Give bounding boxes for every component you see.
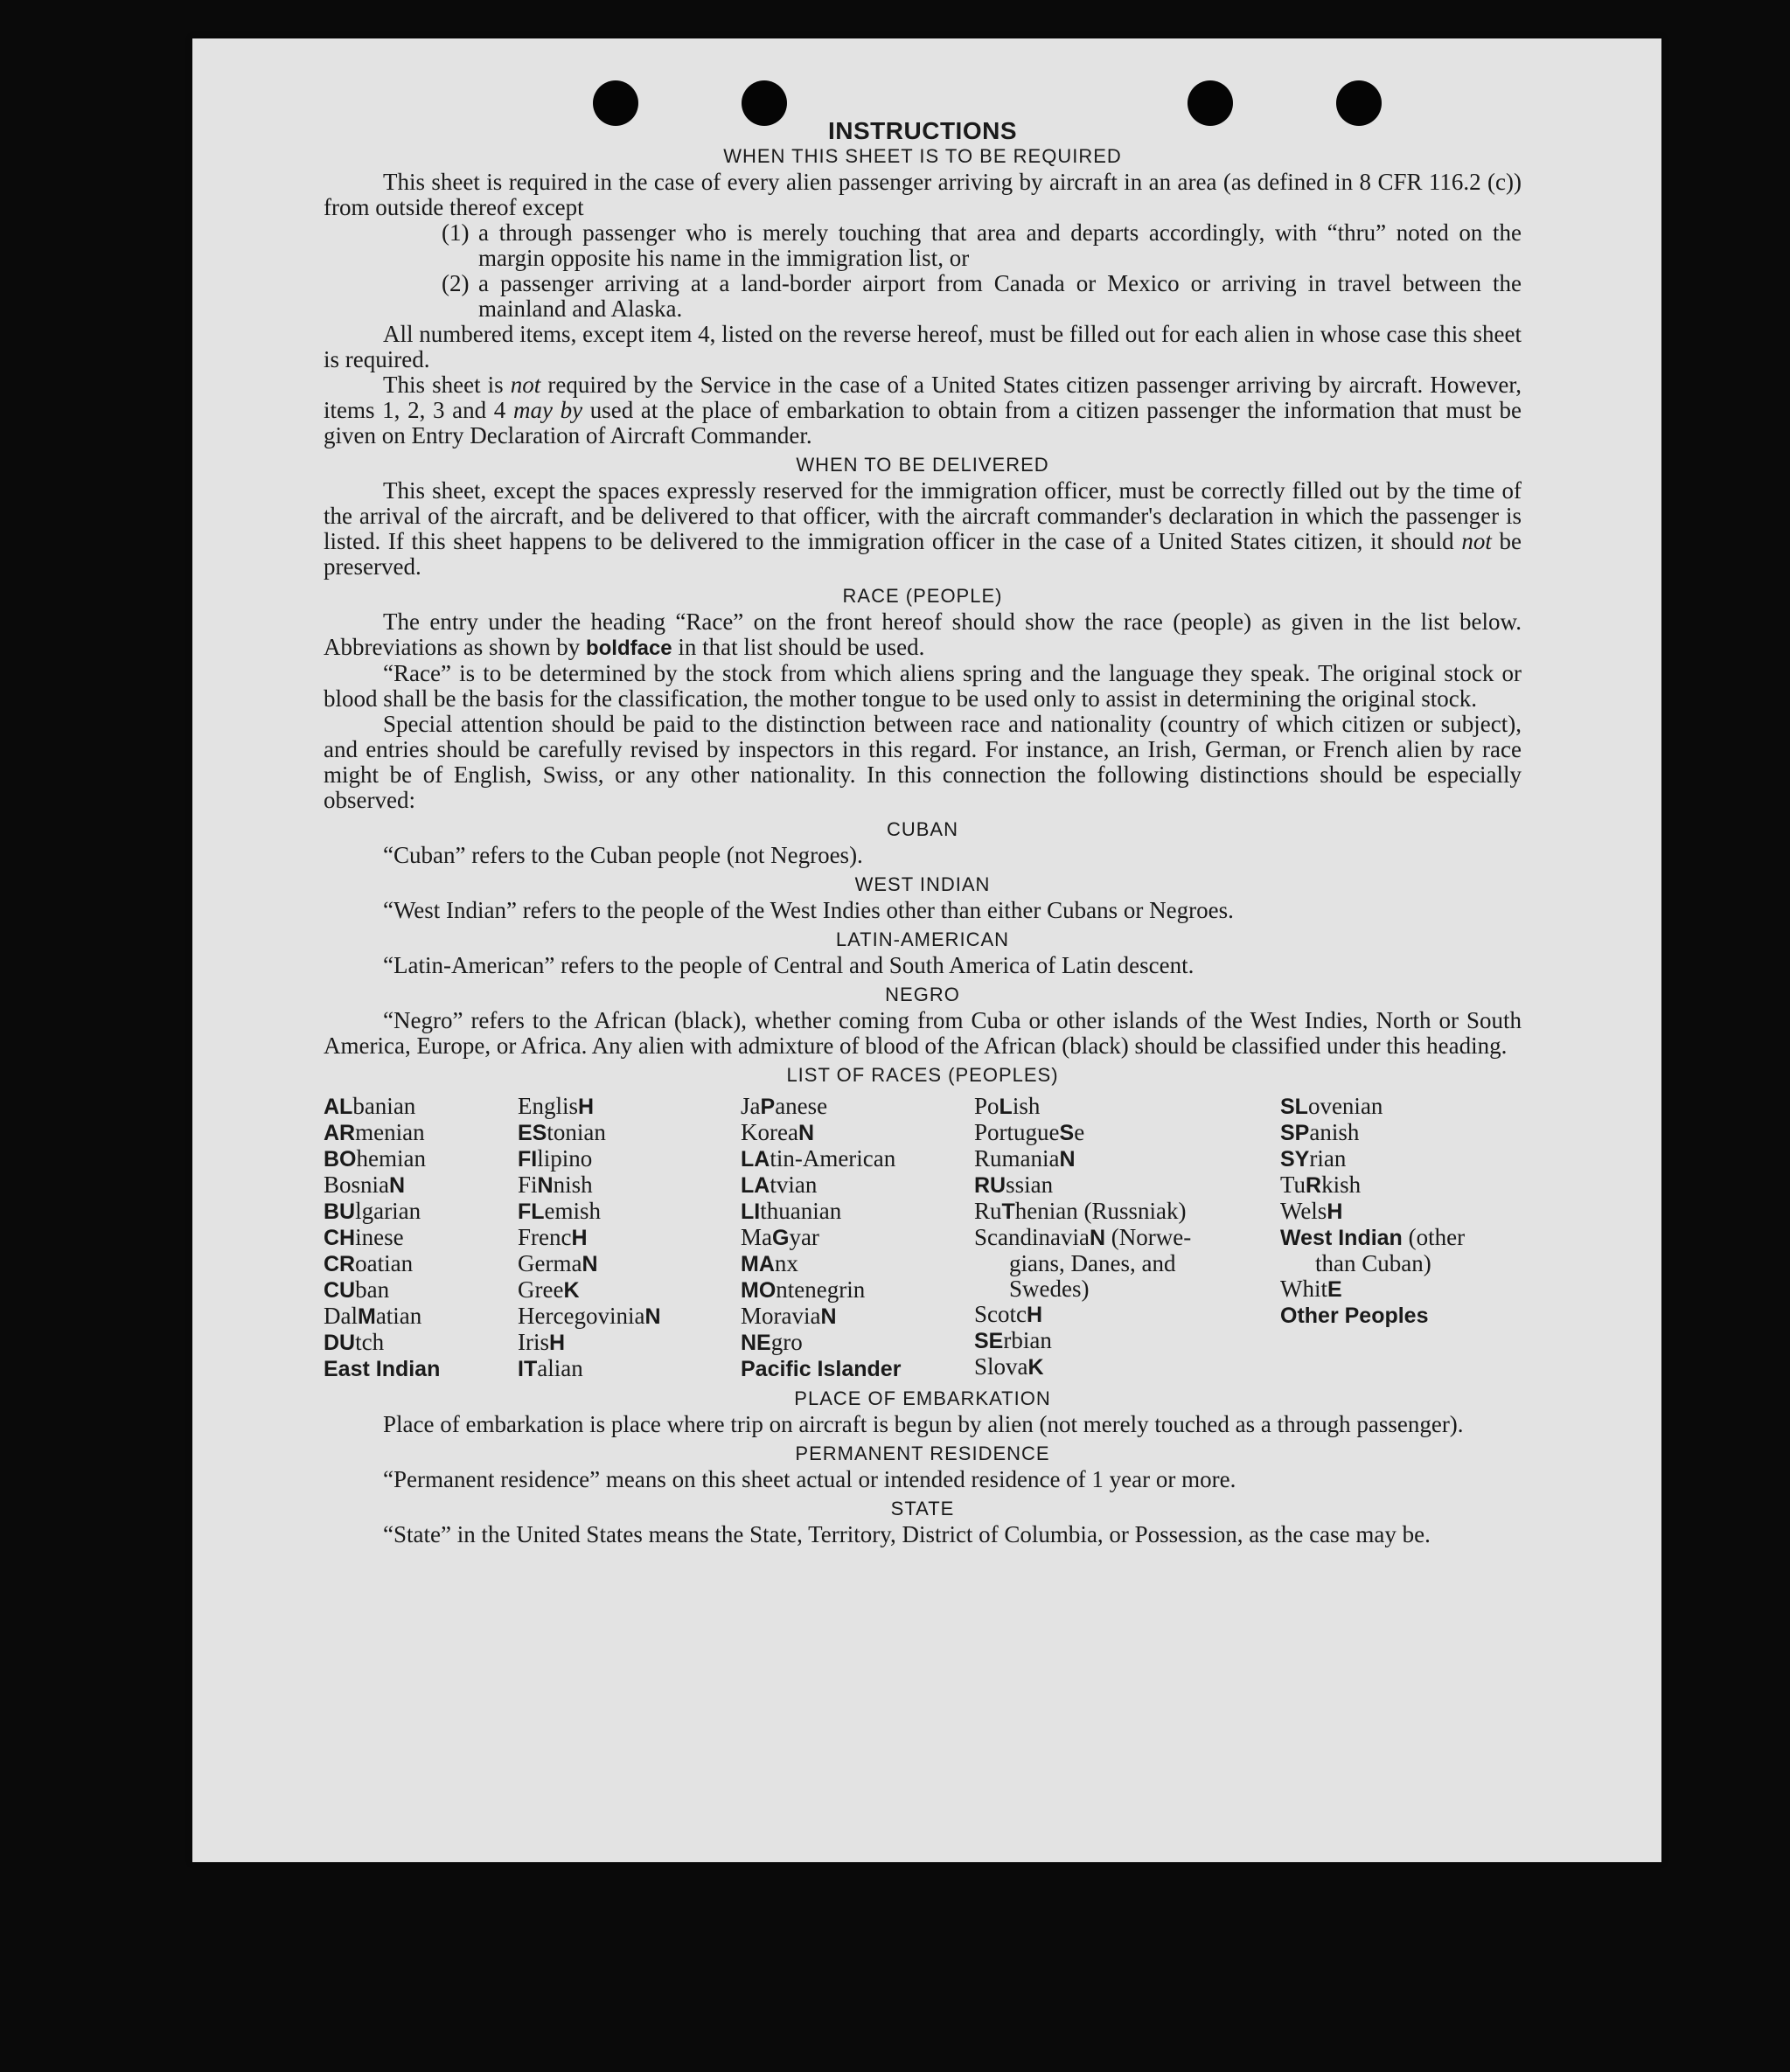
paragraph [324,372,1522,448]
race-abbreviation: H [578,1095,595,1119]
paragraph: “Permanent residence” means on this sheet actual or intended residence of 1 year or more. [383,1466,1236,1492]
race-abbreviation: T [1001,1199,1015,1224]
race-text: gians, Danes, and [1009,1250,1176,1276]
race-entry [1280,1199,1522,1225]
race-entry [741,1225,974,1251]
race-abbreviation: CH [324,1226,356,1250]
race-entry [1280,1251,1522,1276]
section-heading-list-of-races: LIST OF RACES (PEOPLES) [786,1064,1059,1086]
race-abbreviation: IT [518,1357,538,1381]
race-entry [974,1251,1280,1276]
list-text: a through passenger who is merely touching that area and departs accordingly, with “thru” noted on the margin opposite his name in the immigration list, or [478,219,1522,271]
race-entry [974,1276,1280,1302]
race-text: gro [770,1329,803,1355]
race-entry [324,1094,518,1120]
race-abbreviation: N [537,1173,554,1198]
race-entry [518,1251,741,1277]
race-entry [324,1356,518,1382]
italic-run: may by [512,397,583,423]
race-text: Slova [974,1353,1028,1380]
paragraph: “State” in the United States means the State, Territory, District of Columbia, or Possession, as the case may be. [383,1521,1431,1547]
race-entry [974,1354,1280,1380]
race-entry [518,1120,741,1146]
race-entry [1280,1094,1522,1120]
list-number: (2) [442,270,470,296]
race-text: Hercegovinia [518,1303,645,1329]
race-abbreviation: N [820,1304,837,1329]
race-abbreviation: DU [324,1331,356,1355]
bold-run: boldface [585,636,672,660]
section-heading-negro: NEGRO [885,984,960,1005]
race-entry [741,1146,974,1172]
race-abbreviation: N [1059,1147,1076,1172]
race-abbreviation: R [1306,1173,1322,1198]
race-abbreviation: RU [974,1173,1006,1198]
race-abbreviation: Pacific Islander [741,1357,902,1381]
race-text: yar [789,1224,819,1250]
race-entry [518,1330,741,1356]
race-entry [518,1356,741,1382]
race-abbreviation: S [1059,1121,1075,1145]
text-run: used at the place of embarkation to obtain from a citizen passenger the information that must be given on Entry Declaration of Aircraft Commander. [324,397,1522,448]
paragraph: All numbered items, except item 4, listed on the reverse hereof, must be filled out for each alien in whose case this sheet is required. [324,321,1522,372]
race-text: tonian [547,1119,606,1145]
race-text: Po [974,1093,999,1119]
paragraph: “Negro” refers to the African (black), whether coming from Cuba or other islands of the West Indies, North or South America, Europe, or Africa. Any alien with admixture of blood of the African (black) should be classified under this heading. [324,1007,1522,1059]
text-run: in that list should be used. [672,634,925,660]
race-text: rbian [1003,1327,1052,1353]
race-abbreviation: CU [324,1278,356,1303]
race-text: Bosnia [324,1172,390,1198]
race-text: tch [355,1329,385,1355]
race-text: Iris [518,1329,549,1355]
race-entry [324,1146,518,1172]
race-abbreviation: LA [741,1173,770,1198]
paragraph: “Cuban” refers to the Cuban people (not Negroes). [383,842,863,868]
race-abbreviation: N [389,1173,406,1198]
race-abbreviation: K [563,1278,580,1303]
race-entry [1280,1225,1522,1251]
race-entry [1280,1303,1522,1329]
race-abbreviation: N [797,1121,815,1145]
race-text: alian [537,1355,583,1381]
race-text: hemian [356,1145,426,1172]
race-text: Englis [518,1093,579,1119]
list-item [442,220,1522,271]
race-text: (other [1402,1224,1466,1250]
race-abbreviation: E [1327,1277,1342,1302]
race-abbreviation: L [999,1095,1013,1119]
list-number: (1) [442,219,470,246]
race-entry [518,1277,741,1304]
race-column [1280,1094,1522,1382]
race-entry [974,1172,1280,1199]
race-text: nx [774,1250,798,1276]
race-text: rian [1309,1145,1347,1172]
section-heading-state: STATE [890,1498,955,1519]
race-text: Ja [741,1093,761,1119]
race-text: menian [355,1119,425,1145]
race-entry [1280,1146,1522,1172]
race-entry [741,1304,974,1330]
race-entry [518,1094,741,1120]
race-entry [518,1199,741,1225]
race-text: Gree [518,1276,564,1303]
race-text: inese [355,1224,404,1250]
race-entry [324,1199,518,1225]
race-text: Moravia [741,1303,821,1329]
paragraph: “West Indian” refers to the people of the West Indies other than either Cubans or Negroes. [383,897,1234,923]
race-text: henian (Russniak) [1014,1198,1187,1224]
race-abbreviation: CR [324,1252,356,1276]
race-entry [324,1330,518,1356]
race-list [324,1094,1522,1382]
race-entry [974,1199,1280,1225]
section-heading-cuban: CUBAN [886,818,958,840]
race-text: Ma [741,1224,772,1250]
race-entry [741,1277,974,1304]
section-heading-required: WHEN THIS SHEET IS TO BE REQUIRED [723,145,1122,167]
race-abbreviation: NE [741,1331,771,1355]
race-entry [324,1277,518,1304]
text-run: The entry under the heading “Race” on the front hereof should show the race (people) as given in the list below. Abbreviations as shown by [324,608,1522,660]
race-text: tvian [770,1172,818,1198]
race-text: Ru [974,1198,1002,1224]
race-entry [741,1330,974,1356]
race-entry [741,1172,974,1199]
race-abbreviation: H [1327,1199,1343,1224]
race-text: anish [1309,1119,1360,1145]
race-abbreviation: H [571,1226,588,1250]
race-entry [1280,1276,1522,1303]
race-column [974,1094,1280,1382]
italic-run: not [510,372,541,398]
race-text: ovenian [1307,1093,1383,1119]
race-entry [324,1251,518,1277]
italic-run: not [1461,528,1492,554]
paragraph: “Latin-American” refers to the people of Central and South America of Latin descent. [383,952,1194,978]
race-entry [974,1225,1280,1251]
section-heading-delivered: WHEN TO BE DELIVERED [796,454,1049,476]
race-abbreviation: SE [974,1329,1004,1353]
instructions-content [324,117,1522,1547]
race-abbreviation: G [772,1226,790,1250]
race-entry [741,1251,974,1277]
race-abbreviation: MA [741,1252,775,1276]
race-abbreviation: West Indian [1280,1226,1403,1250]
race-abbreviation: H [549,1331,566,1355]
race-abbreviation: P [760,1095,776,1119]
race-abbreviation: BO [324,1147,357,1172]
race-entry [1280,1172,1522,1199]
race-entry [741,1199,974,1225]
race-entry [324,1120,518,1146]
race-abbreviation: LI [741,1199,761,1224]
race-entry [974,1120,1280,1146]
race-text: than Cuban) [1315,1250,1431,1276]
race-text: Dal [324,1303,358,1329]
race-column [741,1094,974,1382]
race-entry [518,1304,741,1330]
race-abbreviation: MO [741,1278,777,1303]
race-text: ish [1012,1093,1041,1119]
race-text: Portugue [974,1119,1060,1145]
race-column [518,1094,741,1382]
race-text: thuanian [760,1198,842,1224]
paragraph [324,609,1522,661]
race-abbreviation: M [357,1304,376,1329]
race-abbreviation: BU [324,1199,356,1224]
race-abbreviation: FI [518,1147,538,1172]
race-entry [324,1304,518,1330]
text-run: required by the Service in the case of a United States citizen passenger arriving by aircraft. However, items 1, 2, 3 and 4 [324,372,1522,423]
race-text: ban [355,1276,390,1303]
race-entry [518,1172,741,1199]
race-text: e [1074,1119,1085,1145]
list-item [442,271,1522,322]
race-text: ssian [1006,1172,1054,1198]
race-abbreviation: AR [324,1121,356,1145]
section-heading-west-indian: WEST INDIAN [854,873,991,895]
race-column [324,1094,518,1382]
section-heading-race: RACE (PEOPLE) [842,585,1003,607]
race-abbreviation: SY [1280,1147,1310,1172]
section-heading-embarkation: PLACE OF EMBARKATION [794,1387,1051,1409]
race-entry [974,1302,1280,1328]
race-entry [324,1172,518,1199]
race-text: tin-American [770,1145,896,1172]
race-text: Rumania [974,1145,1060,1172]
race-text: emish [544,1198,602,1224]
race-abbreviation: LA [741,1147,770,1172]
race-abbreviation: H [1027,1303,1043,1327]
race-abbreviation: SL [1280,1095,1308,1119]
document-title: INSTRUCTIONS [828,117,1017,144]
race-abbreviation: East Indian [324,1357,441,1381]
document-sheet [192,38,1661,1862]
paragraph [324,478,1522,580]
race-text: (Norwe- [1105,1224,1192,1250]
race-entry [741,1120,974,1146]
race-entry [741,1356,974,1382]
race-text: banian [352,1093,416,1119]
race-text: anese [775,1093,828,1119]
race-abbreviation: ES [518,1121,547,1145]
race-text: lipino [537,1145,593,1172]
section-heading-latin-american: LATIN-AMERICAN [835,928,1010,950]
race-abbreviation: Other Peoples [1280,1304,1429,1328]
race-text: Fi [518,1172,538,1198]
race-text: Scandinavia [974,1224,1090,1250]
paragraph: “Race” is to be determined by the stock from which aliens spring and the language they speak. The original stock or blood shall be the basis for the classification, the mother tongue to be used only to assist in determining the original stock. [324,660,1522,712]
race-text: ntenegrin [776,1276,866,1303]
race-entry [741,1094,974,1120]
race-abbreviation: AL [324,1095,353,1119]
race-text: Korea [741,1119,798,1145]
race-text: Germa [518,1250,582,1276]
race-text: Wels [1280,1198,1327,1224]
race-text: lgarian [355,1198,421,1224]
race-entry [1280,1120,1522,1146]
race-text: Swedes) [1009,1276,1090,1302]
race-text: kish [1321,1172,1362,1198]
race-abbreviation: N [644,1304,661,1329]
race-entry [974,1094,1280,1120]
list-text: a passenger arriving at a land-border airport from Canada or Mexico or arriving in travel between the mainland and Alaska. [478,270,1522,322]
race-entry [324,1225,518,1251]
text-run: This sheet is [383,372,511,398]
race-text: atian [375,1303,422,1329]
race-text: Scotc [974,1301,1027,1327]
race-text: oatian [355,1250,414,1276]
race-text: Tu [1280,1172,1306,1198]
race-abbreviation: N [1089,1226,1106,1250]
race-entry [974,1328,1280,1354]
race-entry [518,1146,741,1172]
paragraph: This sheet is required in the case of every alien passenger arriving by aircraft in an area (as defined in 8 CFR 116.2 (c)) from outside thereof except [324,169,1522,220]
section-heading-residence: PERMANENT RESIDENCE [795,1443,1050,1464]
race-entry [974,1146,1280,1172]
race-abbreviation: K [1027,1355,1044,1380]
race-abbreviation: FL [518,1199,545,1224]
race-text: Frenc [518,1224,572,1250]
race-abbreviation: SP [1280,1121,1310,1145]
text-run: be preserved. [324,528,1522,580]
text-run: This sheet, except the spaces expressly reserved for the immigration officer, must be correctly filled out by the time of the arrival of the aircraft, and be delivered to that officer, with the aircraft commander's declaration in which the passenger is listed. If this sheet happens to be delivered to the immigration officer in the case of a United States citizen, it should [324,477,1522,554]
paragraph: Place of embarkation is place where trip on aircraft is begun by alien (not merely touched as a through passenger). [383,1411,1464,1437]
race-text: Whit [1280,1276,1327,1302]
race-entry [518,1225,741,1251]
race-abbreviation: N [582,1252,598,1276]
paragraph: Special attention should be paid to the distinction between race and nationality (country of which citizen or subject), and entries should be carefully revised by inspectors in this regard. For instance, an Irish, German, or French alien by race might be of English, Swiss, or any other nationality. In this connection the following distinctions should be especially observed: [324,711,1522,813]
race-text: nish [553,1172,593,1198]
